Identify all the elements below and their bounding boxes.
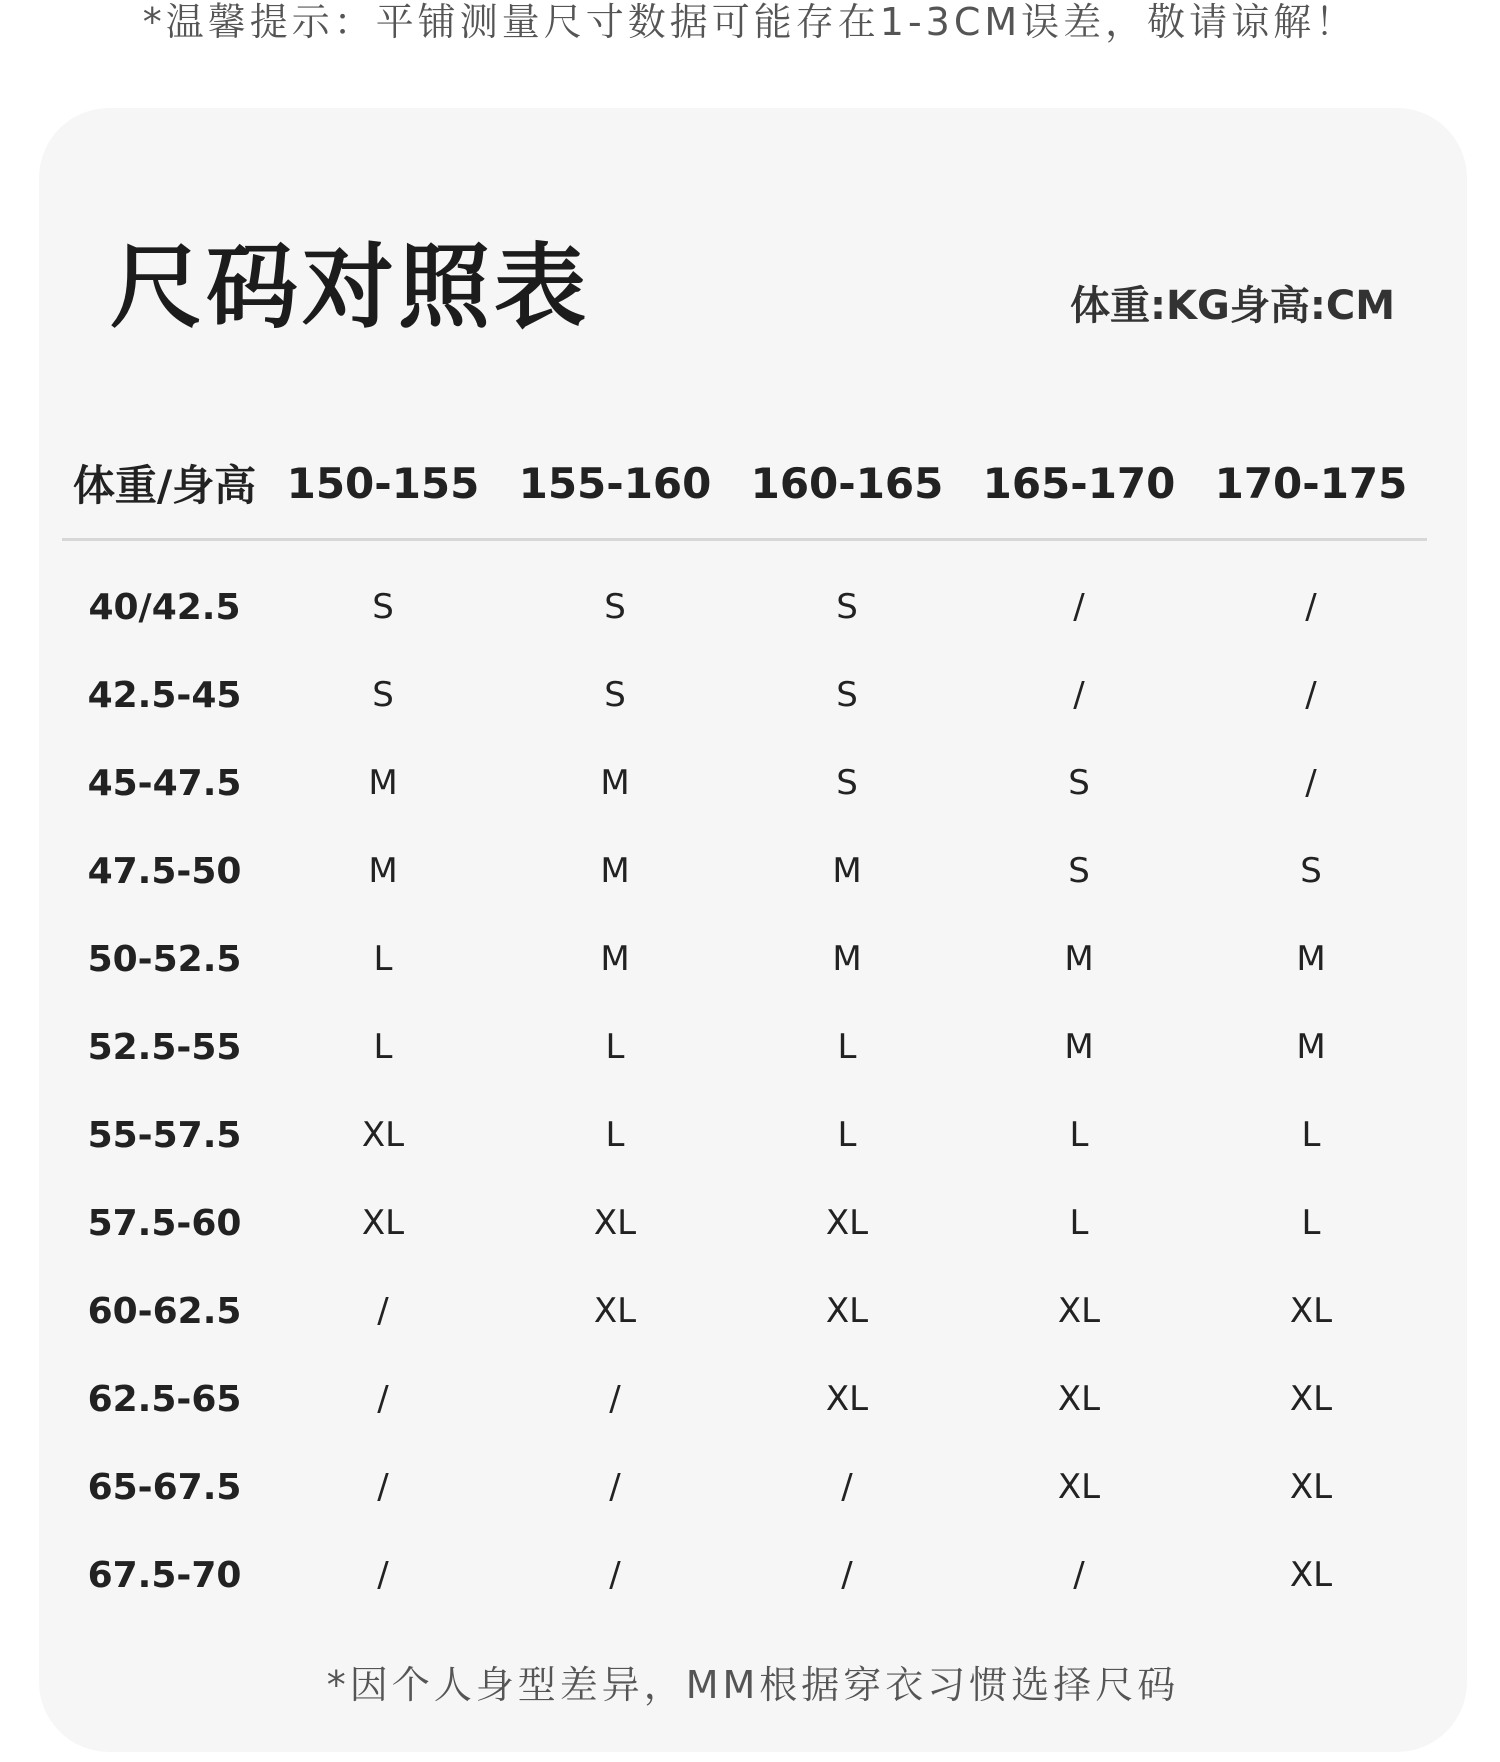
size-cell: XL — [1289, 1379, 1333, 1419]
table-row — [62, 1179, 1427, 1267]
size-cell: XL — [1057, 1379, 1101, 1419]
size-cell: XL — [593, 1291, 637, 1331]
table-row — [62, 739, 1427, 827]
table-row — [62, 1003, 1427, 1091]
size-cell: L — [605, 1115, 625, 1155]
size-cell: / — [377, 1379, 389, 1419]
size-cell: S — [372, 587, 394, 627]
weight-range-cell: 42.5-45 — [87, 674, 242, 716]
weight-range-cell: 52.5-55 — [87, 1026, 242, 1068]
size-cell: XL — [361, 1203, 405, 1243]
size-cell: S — [604, 587, 626, 627]
corner-header: 体重/身高 — [62, 428, 267, 540]
column-header: 150-155 — [267, 428, 499, 540]
weight-range-cell: 60-62.5 — [87, 1290, 242, 1332]
size-cell: / — [841, 1555, 853, 1595]
size-table — [62, 428, 1427, 1619]
size-cell: L — [373, 1027, 393, 1067]
column-header: 165-170 — [963, 428, 1195, 540]
size-cell: / — [1073, 587, 1085, 627]
weight-range-cell: 45-47.5 — [87, 762, 242, 804]
size-cell: XL — [825, 1203, 869, 1243]
size-cell: XL — [361, 1115, 405, 1155]
size-cell: L — [1301, 1203, 1321, 1243]
size-cell: S — [604, 675, 626, 715]
size-cell: L — [1069, 1115, 1089, 1155]
size-cell: XL — [1057, 1291, 1101, 1331]
size-cell: L — [1301, 1115, 1321, 1155]
size-cell: S — [1300, 851, 1322, 891]
size-cell: L — [837, 1115, 857, 1155]
column-header: 155-160 — [499, 428, 731, 540]
weight-range-cell: 62.5-65 — [87, 1378, 242, 1420]
size-cell: / — [609, 1379, 621, 1419]
size-cell: S — [836, 675, 858, 715]
size-cell: S — [372, 675, 394, 715]
top-notice: *温馨提示：平铺测量尺寸数据可能存在1-3CM误差，敬请谅解！ — [142, 0, 1358, 44]
weight-range-cell: 67.5-70 — [87, 1554, 242, 1596]
table-row — [62, 540, 1427, 652]
weight-range-cell: 50-52.5 — [87, 938, 242, 980]
size-cell: XL — [1289, 1291, 1333, 1331]
table-row — [62, 827, 1427, 915]
size-cell: XL — [593, 1203, 637, 1243]
chart-title: 尺码对照表 — [110, 234, 591, 341]
size-cell: M — [368, 851, 398, 891]
size-cell: XL — [1289, 1467, 1333, 1507]
size-cell: M — [600, 939, 630, 979]
column-header: 170-175 — [1195, 428, 1427, 540]
size-cell: / — [609, 1555, 621, 1595]
size-cell: M — [1064, 939, 1094, 979]
size-cell: / — [1073, 1555, 1085, 1595]
size-cell: / — [377, 1467, 389, 1507]
size-cell: M — [832, 851, 862, 891]
table-row — [62, 1091, 1427, 1179]
size-cell: / — [1073, 675, 1085, 715]
size-cell: L — [605, 1027, 625, 1067]
bottom-notice: *因个人身型差异，MM根据穿衣习惯选择尺码 — [326, 1663, 1180, 1707]
size-cell: L — [837, 1027, 857, 1067]
size-cell: L — [373, 939, 393, 979]
size-cell: M — [368, 763, 398, 803]
table-row — [62, 915, 1427, 1003]
size-cell: / — [609, 1467, 621, 1507]
size-cell: / — [1305, 763, 1317, 803]
table-row — [62, 1531, 1427, 1619]
size-cell: / — [1305, 587, 1317, 627]
size-cell: M — [832, 939, 862, 979]
size-cell: L — [1069, 1203, 1089, 1243]
size-cell: / — [377, 1555, 389, 1595]
size-cell: S — [1068, 763, 1090, 803]
table-row — [62, 1355, 1427, 1443]
size-cell: / — [1305, 675, 1317, 715]
size-cell: XL — [1057, 1467, 1101, 1507]
header-row — [62, 428, 1427, 540]
size-cell: XL — [825, 1379, 869, 1419]
size-cell: / — [377, 1291, 389, 1331]
size-cell: M — [1064, 1027, 1094, 1067]
size-cell: S — [1068, 851, 1090, 891]
table-body — [62, 540, 1427, 1620]
size-cell: M — [1296, 939, 1326, 979]
size-cell: XL — [825, 1291, 869, 1331]
size-chart-card — [39, 108, 1467, 1752]
size-cell: M — [600, 851, 630, 891]
table-row — [62, 1267, 1427, 1355]
table-row — [62, 1443, 1427, 1531]
size-cell: M — [600, 763, 630, 803]
weight-range-cell: 55-57.5 — [87, 1114, 242, 1156]
size-cell: / — [841, 1467, 853, 1507]
weight-range-cell: 40/42.5 — [88, 586, 241, 628]
size-cell: S — [836, 587, 858, 627]
weight-range-cell: 57.5-60 — [87, 1202, 242, 1244]
size-cell: M — [1296, 1027, 1326, 1067]
weight-range-cell: 65-67.5 — [87, 1466, 242, 1508]
units-label: 体重:KG身高:CM — [1070, 283, 1395, 329]
column-header: 160-165 — [731, 428, 963, 540]
weight-range-cell: 47.5-50 — [87, 850, 242, 892]
size-cell: XL — [1289, 1555, 1333, 1595]
size-cell: S — [836, 763, 858, 803]
table-row — [62, 651, 1427, 739]
